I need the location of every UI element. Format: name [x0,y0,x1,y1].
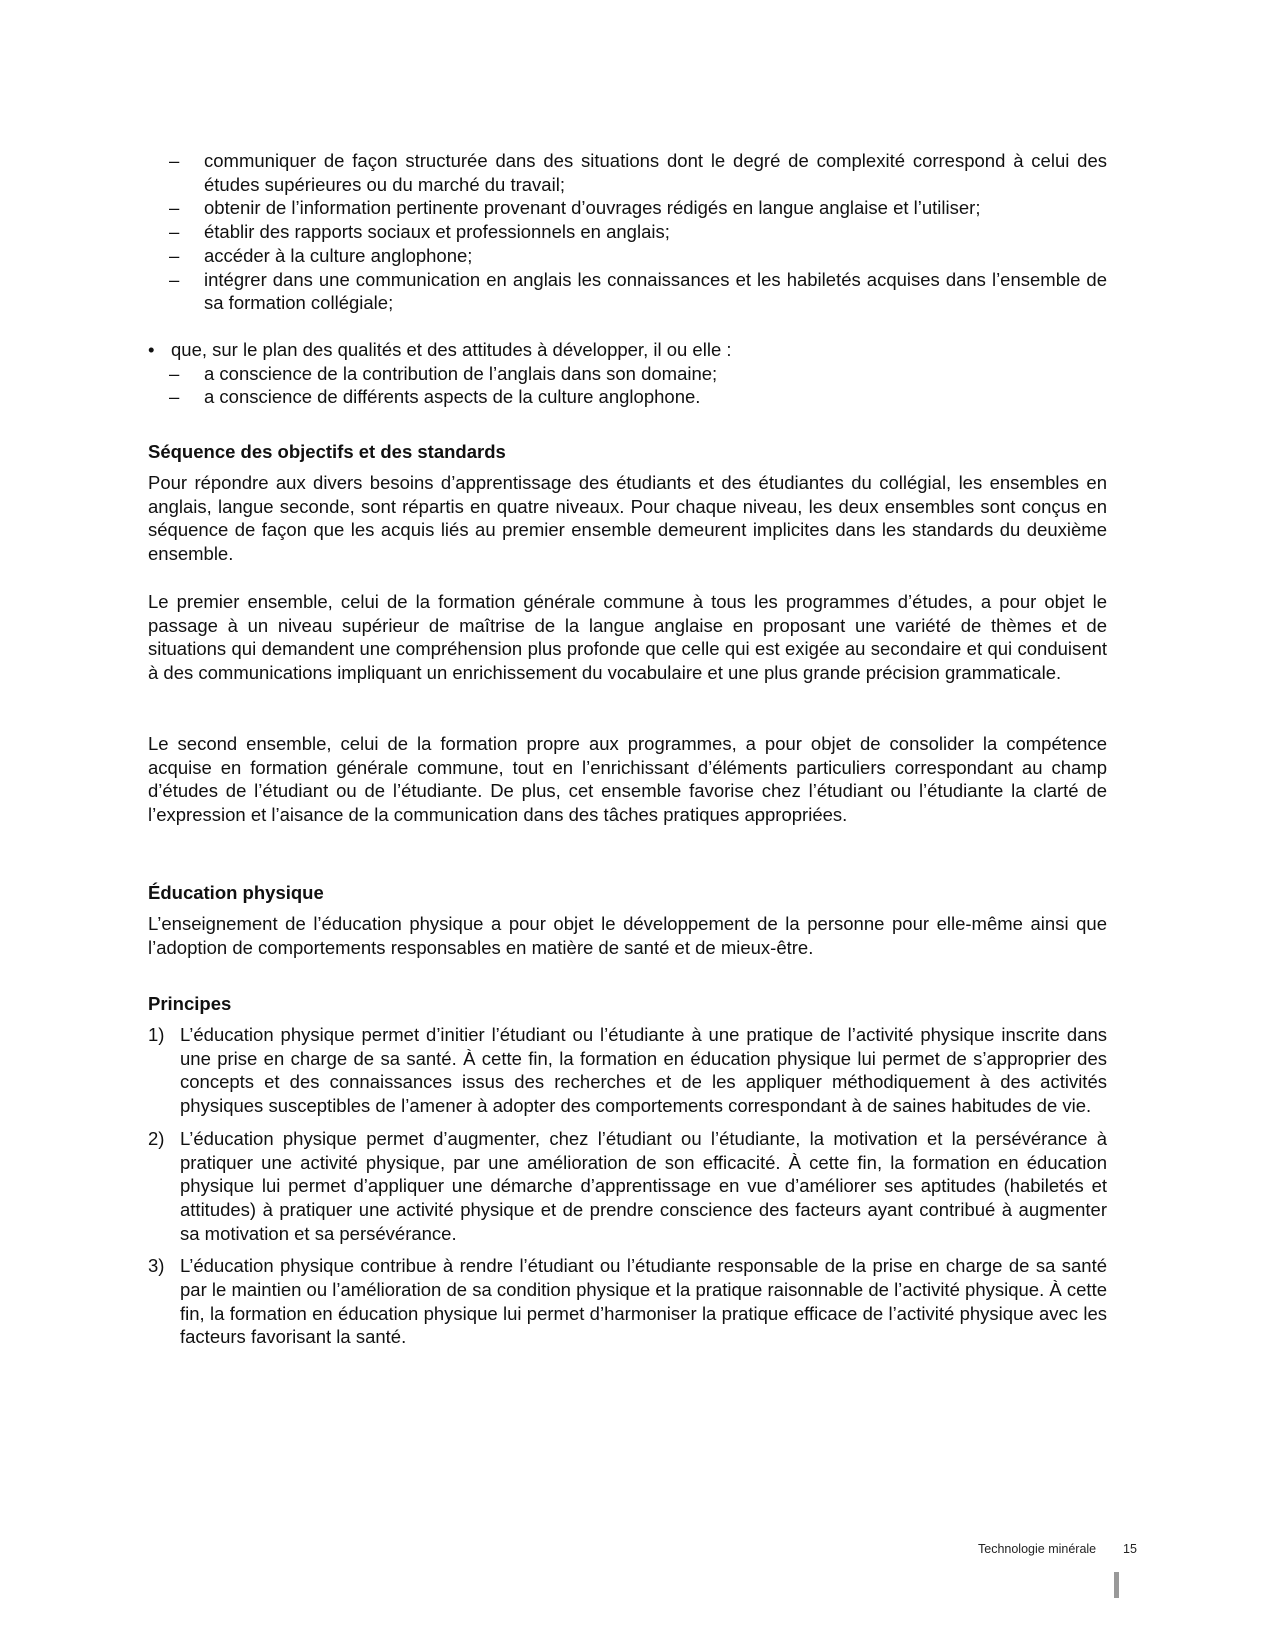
list-item-text: intégrer dans une communication en anglais les connaissances et les habiletés acquises dans l’ensemble de sa formation collégiale; [204,268,1107,314]
list-item [148,244,1107,268]
top-dash-list [148,149,1107,315]
dash-marker: – [169,244,180,266]
item-text: L’éducation physique contribue à rendre l’étudiant ou l’étudiante responsable de la prise en charge de sa santé par le maintien ou l’amélioration de sa condition physique et la pratique raisonnable de l’activité physique. À cette fin, la formation en éducation physique lui permet d’harmoniser la pratique efficace de l’activité physique avec les facteurs favorisant la santé. [180,1255,1107,1348]
paragraph: Le premier ensemble, celui de la formation générale commune à tous les programmes d’études, a pour objet le passage à un niveau supérieur de maîtrise de la langue anglaise en proposant une variété de thèmes et de situations qui demandent une compréhension plus profonde que celle qui est exigée au secondaire et qui conduisent à des communications impliquant un enrichissement du vocabulaire et une plus grande précision grammaticale. [148,591,1107,684]
list-item [148,196,1107,220]
principes-list [148,1023,1107,1356]
dash-marker: – [169,386,180,408]
bullet-icon: • [148,339,155,360]
item-number: 3) [148,1255,165,1277]
list-item-text: a conscience de différents aspects de la culture anglophone. [204,386,701,408]
section-heading: Séquence des objectifs et des standards [148,441,506,462]
dash-marker: – [169,197,180,219]
footer-bar [1114,1572,1119,1598]
numbered-item [148,1023,1107,1118]
page-number: 15 [1123,1542,1137,1556]
footer-title: Technologie minérale [978,1542,1097,1556]
list-item-text: obtenir de l’information pertinente provenant d’ouvrages rédigés en langue anglaise et l’utiliser; [204,197,981,219]
paragraph: L’enseignement de l’éducation physique a pour objet le développement de la personne pour elle-même ainsi que l’adoption de comportements responsables en matière de santé et de mieux-être. [148,913,1107,958]
list-item-text: accéder à la culture anglophone; [204,244,473,266]
list-item [148,149,1107,196]
section-heading: Éducation physique [148,882,324,903]
dash-marker: – [169,362,180,384]
item-text: L’éducation physique permet d’augmenter, chez l’étudiant ou l’étudiante, la motivation et la persévérance à pratiquer une activité physique, par une amélioration de son efficacité. À cette fin, la formation en éducation physique lui permet d’appliquer une démarche d’apprentissage en vue d’améliorer ses aptitudes (habiletés et attitudes) à pratiquer une activité physique et de prendre conscience des facteurs ayant contribué à augmenter sa motivation et sa persévérance. [180,1127,1107,1244]
list-item-text: établir des rapports sociaux et professionnels en anglais; [204,221,670,243]
list-item [148,385,1107,409]
dash-marker: – [169,150,180,171]
attitudes-bullet [148,338,1107,409]
dash-marker: – [169,221,180,243]
item-text: L’éducation physique permet d’initier l’étudiant ou l’étudiante à une pratique de l’activité physique inscrite dans une prise en charge de sa santé. À cette fin, la formation en éducation physique lui permet de s’approprier des concepts et des connaissances issus des recherches et de les appliquer méthodiquement à des activités physiques susceptibles de l’amener à adopter des comportements correspondant à de saines habitudes de vie. [180,1024,1107,1117]
numbered-item [148,1254,1107,1349]
item-number: 2) [148,1127,165,1149]
list-item [148,268,1107,315]
list-item-text: a conscience de la contribution de l’anglais dans son domaine; [204,362,718,384]
numbered-item [148,1127,1107,1246]
dash-marker: – [169,268,180,290]
list-item [148,220,1107,244]
paragraph: Le second ensemble, celui de la formation propre aux programmes, a pour objet de consolider la compétence acquise en formation générale commune, tout en l’enrichissant d’éléments particuliers correspondant au champ d’études de l’étudiant ou de l’étudiante. De plus, cet ensemble favorise chez l’étudiant ou l’étudiante la clarté de l’expression et l’aisance de la communication dans des tâches pratiques appropriées. [148,733,1107,826]
bullet-text: que, sur le plan des qualités et des attitudes à développer, il ou elle : [171,339,732,360]
list-item [148,362,1107,386]
section-heading: Principes [148,993,232,1014]
item-number: 1) [148,1024,165,1045]
list-item-text: communiquer de façon structurée dans des situations dont le degré de complexité correspond à celui des études supérieures ou du marché du travail; [204,150,1107,195]
paragraph: Pour répondre aux divers besoins d’apprentissage des étudiants et des étudiantes du collégial, les ensembles en anglais, langue seconde, sont répartis en quatre niveaux. Pour chaque niveau, les deux ensembles sont conçus en séquence de façon que les acquis liés au premier ensemble demeurent implicites dans les standards du deuxième ensemble. [148,472,1107,565]
